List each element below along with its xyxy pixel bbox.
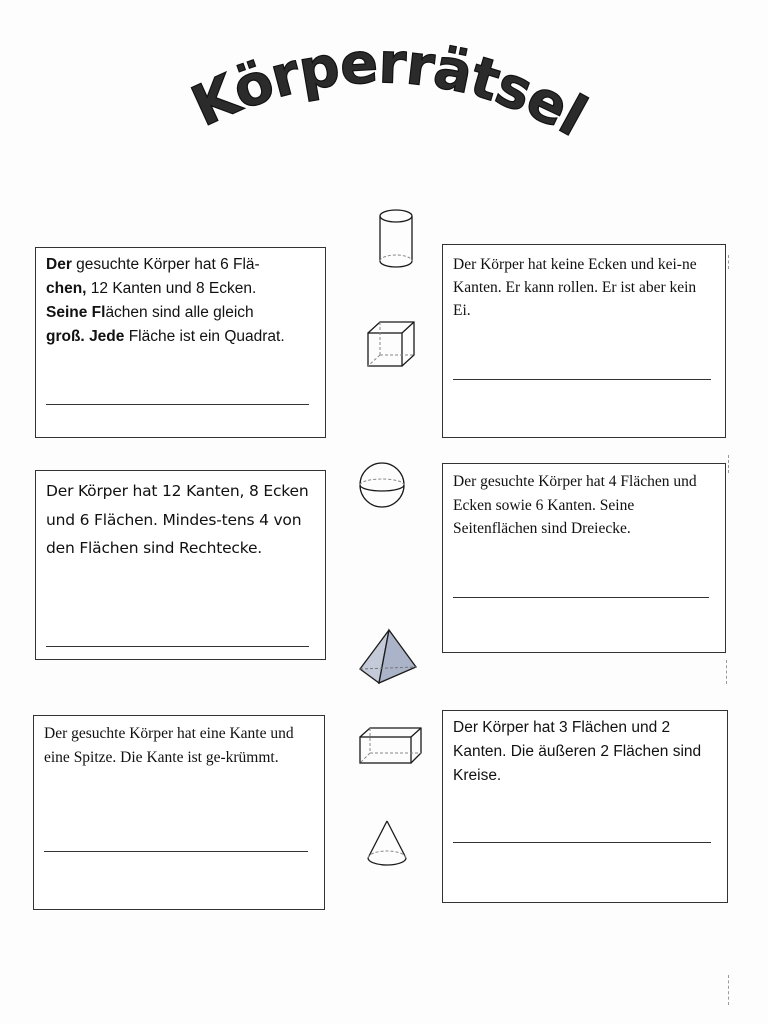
svg-text:Körperrätsel: Körperrätsel [182, 30, 596, 150]
cube-icon [364, 319, 420, 371]
riddle-box-5 [33, 715, 325, 910]
riddle-text-5: Der gesuchte Körper hat eine Kante und eine Spitze. Die Kante ist ge-krümmt. [44, 725, 294, 766]
answer-line-3[interactable] [46, 646, 309, 647]
cuboid-icon [356, 725, 426, 767]
sphere-icon [356, 460, 408, 510]
riddle-box-4 [442, 463, 726, 653]
answer-line-6[interactable] [453, 842, 711, 843]
riddle-box-6 [442, 710, 728, 903]
riddle-text-6: Der Körper hat 3 Flächen und 2 Kanten. Die äußeren 2 Flächen sind Kreise. [453, 719, 702, 784]
riddle-box-3 [35, 470, 326, 660]
riddle-text-3: Der Körper hat 12 Kanten, 8 Ecken und 6 Flächen. Mindes-tens 4 von den Flächen sind Rechtecke. [46, 482, 309, 557]
riddle-text-4: Der gesuchte Körper hat 4 Flächen und Ecken sowie 6 Kanten. Seine Seitenflächen sind Dreiecke. [453, 473, 697, 537]
riddle-text-1: Der gesuchte Körper hat 6 Flä- chen, 12 Kanten und 8 Ecken. Seine Flächen sind alle gleich groß. Jede Fläche ist ein Quadrat. [46, 256, 285, 345]
cylinder-icon [373, 206, 419, 272]
scan-mark [728, 255, 729, 269]
cone-icon [364, 818, 410, 870]
scan-mark [726, 660, 727, 684]
riddle-text-2: Der Körper hat keine Ecken und kei-ne Kanten. Er kann rollen. Er ist aber kein Ei. [453, 256, 697, 319]
riddle-box-1 [35, 247, 326, 438]
answer-line-4[interactable] [453, 597, 709, 598]
pyramid-icon [357, 627, 419, 687]
answer-line-2[interactable] [453, 379, 711, 380]
answer-line-1[interactable] [46, 404, 309, 405]
riddle-box-2 [442, 244, 726, 438]
scan-mark [728, 975, 729, 1005]
scan-mark [728, 455, 729, 473]
page-title [0, 0, 768, 170]
answer-line-5[interactable] [44, 851, 308, 852]
